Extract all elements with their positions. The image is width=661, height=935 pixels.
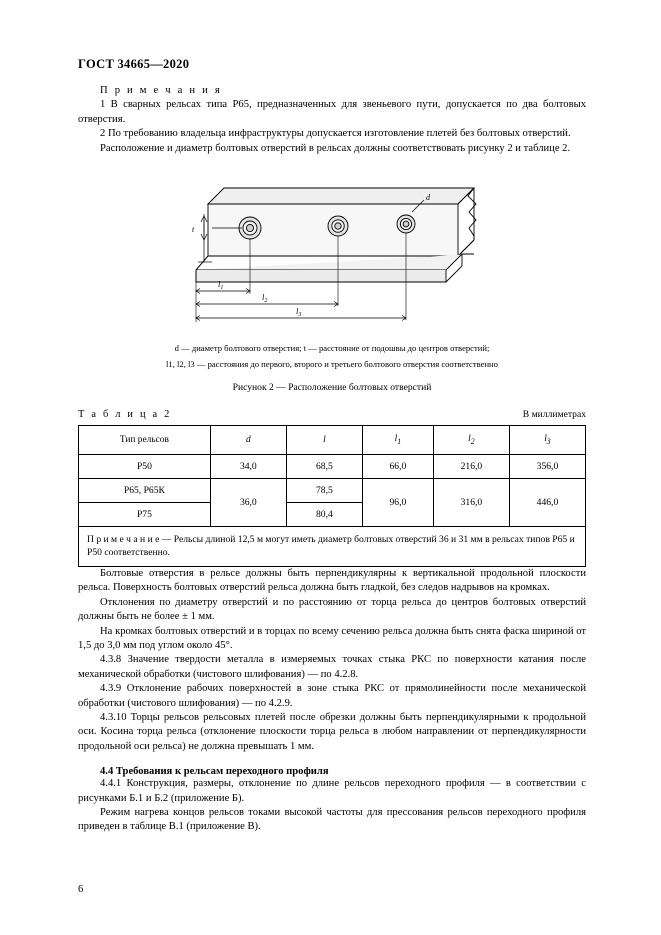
th-l: l	[286, 426, 362, 455]
table-units: В миллиметрах	[522, 409, 586, 421]
cell-l-r65: 78,5	[286, 478, 362, 502]
notes-title: П р и м е ч а н и я	[100, 85, 222, 96]
cell-l3-r50: 356,0	[509, 454, 585, 478]
figure-legend-line-2: l1, l2, l3 — расстояния до первого, второго и третьего болтового отверстия соответственно	[166, 359, 498, 370]
svg-text:l2: $l_2$	[262, 292, 268, 305]
table-note: П р и м е ч а н и е — Рельсы длиной 12,5 м могут иметь диаметр болтовых отверстий 36 и 31 мм в рельсах типов Р65 и Р50 соответственно.	[79, 526, 586, 566]
intro-paragraph: Расположение и диаметр болтовых отверстий в рельсах должны соответствовать рисунку 2 и таблице 2.	[100, 142, 571, 154]
body-paragraph-1: Болтовые отверстия в рельсе должны быть перпендикулярны к вертикальной продольной плоскости рельса. Поверхность болтовых отверстий рельса должна быть гладкой, без следов надрывов на кромках.	[78, 567, 586, 594]
cell-l1-r50: 66,0	[362, 454, 433, 478]
cell-l1-r65-r75: 96,0	[362, 478, 433, 526]
table-head-row	[79, 426, 586, 455]
note-item-2: 2 По требованию владельца инфраструктуры допускается изготовление плетей без болтовых отверстий.	[100, 128, 571, 140]
th-l3: $l_3$	[509, 426, 585, 455]
clause-4-4-1: 4.4.1 Конструкция, размеры, отклонение по длине рельсов переходного профиля — в соответствии с рисунками Б.1 и Б.2 (приложение Б).	[78, 778, 586, 804]
body-paragraph-3: На кромках болтовых отверстий и в торцах по всему сечению рельса должна быть снята фаска шириной от 1,5 до 3,0 мм под углом около 45°.	[78, 625, 586, 651]
body-paragraph-8: Режим нагрева концов рельсов токами высокой частоты для прессования рельсов переходного профиля приведен в таблице В.1 (приложение В).	[78, 807, 586, 833]
note-item-1: 1 В сварных рельсах типа Р65, предназначенных для звеньевого пути, допускается по два болтовых отверстия.	[78, 99, 586, 125]
figure-legend-line-1: d — диаметр болтового отверстия; t — расстояние от подошвы до центров отверстий;	[174, 343, 490, 354]
svg-text:t: t	[192, 225, 195, 235]
th-rail-type: Тип рельсов	[79, 426, 211, 455]
th-l1: $l_1$	[362, 426, 433, 455]
svg-text:d: d	[426, 193, 430, 203]
page-number: 6	[78, 884, 84, 895]
table-note-row	[79, 526, 586, 566]
cell-d-r65-r75: 36,0	[210, 478, 286, 526]
th-l2: $l_2$	[433, 426, 509, 455]
svg-text:l3: $l_3$	[296, 306, 302, 319]
table-row	[79, 478, 586, 502]
cell-d-r50: 34,0	[210, 454, 286, 478]
body-paragraph-2: Отклонения по диаметру отверстий и по расстоянию от торца рельса до центров болтовых отверстий должны быть не более ± 1 мм.	[78, 596, 586, 623]
section-heading-4-4: 4.4 Требования к рельсам переходного профиля	[100, 766, 329, 778]
figure-caption: Рисунок 2 — Расположение болтовых отверстий	[232, 382, 432, 394]
table-row	[79, 454, 586, 478]
clause-4-3-10: 4.3.10 Торцы рельсов рельсовых плетей после обрезки должны быть перпендикулярными к продольной оси. Косина торца рельса (отклонение плоскости торца рельса в любом направлении от перпендикулярности продольной оси рельса) не должна превышать 1 мм.	[78, 711, 586, 752]
table-label: Т а б л и ц а 2	[78, 409, 172, 421]
clause-4-3-9: 4.3.9 Отклонение рабочих поверхностей в зоне стыка РКС от прямолинейности после механической обработки (чистового шлифования) — по 4.2.9.	[78, 683, 586, 709]
clause-4-3-8: 4.3.8 Значение твердости металла в измеряемых точках стыка РКС по поверхности катания после механической обработки (чистового шлифования) — по 4.2.8.	[78, 654, 586, 680]
cell-type-r50: Р50	[79, 454, 211, 478]
cell-l3-r65-r75: 446,0	[509, 478, 585, 526]
bolt-hole-table	[78, 425, 586, 567]
svg-text:l1: $l_1$	[218, 279, 224, 292]
cell-l-r50: 68,5	[286, 454, 362, 478]
page-header: ГОСТ 34665—2020	[78, 57, 190, 71]
bolt-holes-diagram	[188, 170, 488, 330]
figure-2	[78, 170, 586, 338]
cell-type-r65: Р65, Р65К	[79, 478, 211, 502]
cell-l-r75: 80,4	[286, 502, 362, 526]
cell-l2-r50: 216,0	[433, 454, 509, 478]
cell-type-r75: Р75	[79, 502, 211, 526]
th-d: d	[210, 426, 286, 455]
table-header-row	[78, 409, 586, 420]
page-content	[78, 84, 586, 835]
cell-l2-r65-r75: 316,0	[433, 478, 509, 526]
